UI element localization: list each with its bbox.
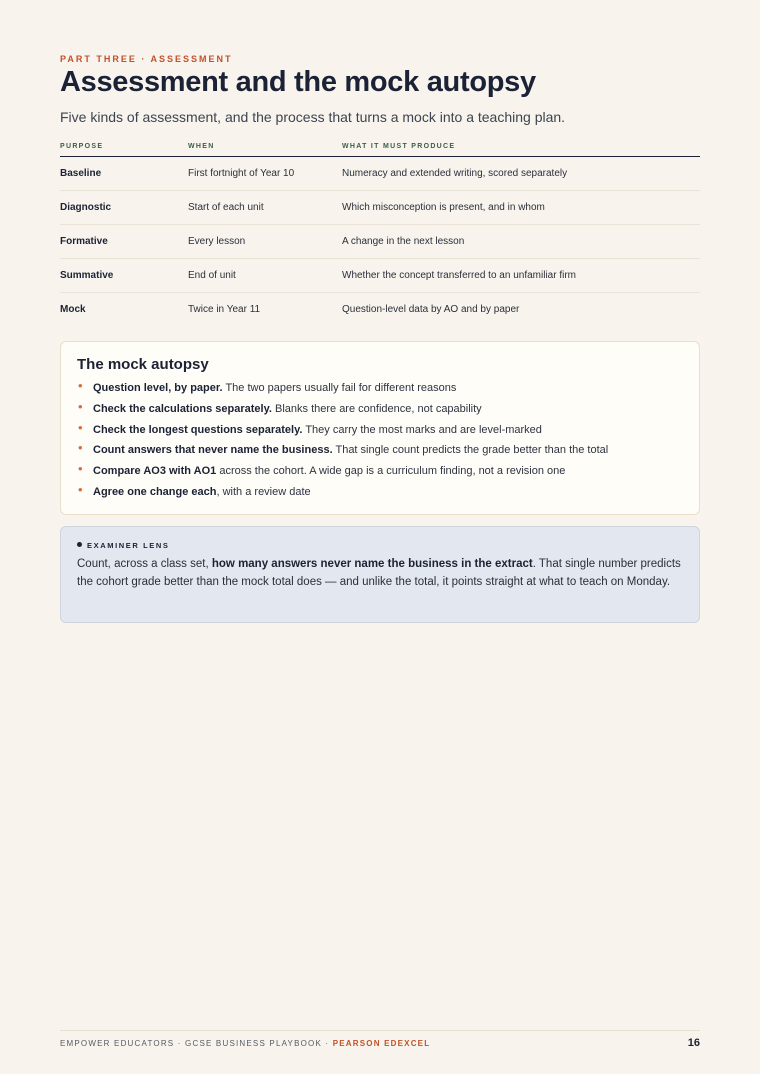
table-row <box>60 157 700 191</box>
bullet-icon: • <box>78 419 83 435</box>
cell-when: Twice in Year 11 <box>188 304 261 315</box>
cell-purpose: Formative <box>60 225 188 259</box>
cell-produce: A change in the next lesson <box>342 225 700 259</box>
cell-produce: Numeracy and extended writing, scored separately <box>342 157 700 191</box>
cell-purpose: Mock <box>60 304 86 315</box>
footer-series: EMPOWER EDUCATORS · GCSE BUSINESS PLAYBOOK · <box>60 1039 333 1048</box>
callout-text: Count, across a class set, <box>77 558 212 570</box>
callout-text: . That single number predicts the cohort grade better than the mock total does — and unlike the total, it points straight at what to teach on Monday. <box>77 558 681 588</box>
item-emphasis: Agree one change each <box>93 485 217 498</box>
cell-produce: Which misconception is present, and in whom <box>342 191 700 225</box>
callout-tag <box>77 541 169 550</box>
list-item <box>77 463 608 484</box>
list-item <box>77 380 608 401</box>
item-emphasis: Question level, by paper. <box>93 382 223 394</box>
cell-produce: Whether the concept transferred to an unfamiliar firm <box>342 259 700 293</box>
cell-purpose: Summative <box>60 259 188 293</box>
card-title: The mock autopsy <box>77 356 209 373</box>
cell-purpose: Diagnostic <box>60 191 188 225</box>
cell-when: Start of each unit <box>188 191 342 225</box>
item-emphasis: Compare AO3 with AO1 <box>93 465 217 478</box>
page-subtitle: Five kinds of assessment, and the process that turns a mock into a teaching plan. <box>60 109 566 125</box>
table-row <box>60 225 700 259</box>
item-text: The two papers usually fail for different reasons <box>222 382 457 394</box>
bullet-icon: • <box>78 481 83 497</box>
cell-when: Every lesson <box>188 225 342 259</box>
list-item <box>77 442 608 463</box>
footer-brand: PEARSON EDEXCEL <box>332 1039 431 1048</box>
item-emphasis: Count answers that never name the business. <box>93 444 333 457</box>
page-title: Assessment and the mock autopsy <box>60 66 536 98</box>
autopsy-list <box>77 380 608 505</box>
cell-produce: Question-level data by AO and by paper <box>342 304 520 315</box>
cell-when: End of unit <box>188 259 342 293</box>
mock-autopsy-card <box>60 341 700 515</box>
cell-when: First fortnight of Year 10 <box>188 157 342 191</box>
item-text: That single count predicts the grade better than the total <box>332 444 609 457</box>
bullet-icon: • <box>78 440 83 456</box>
item-text: , with a review date <box>216 485 311 498</box>
column-header-produce: WHAT IT MUST PRODUCE <box>342 138 700 157</box>
bullet-icon: • <box>78 378 83 393</box>
section-eyebrow: PART THREE · ASSESSMENT <box>60 54 233 64</box>
callout-body <box>77 555 689 591</box>
table-row <box>60 191 700 225</box>
examiner-lens-callout <box>60 526 700 623</box>
item-text: across the cohort. A wide gap is a curriculum finding, not a revision one <box>216 465 566 478</box>
page-number: 16 <box>687 1037 700 1049</box>
list-item <box>77 398 608 422</box>
list-item <box>77 419 608 443</box>
item-emphasis: Check the longest questions separately. <box>93 423 303 436</box>
item-text: They carry the most marks and are level-marked <box>302 423 542 436</box>
assessment-table <box>60 138 700 326</box>
bullet-icon: • <box>78 461 83 477</box>
item-emphasis: Check the calculations separately. <box>93 402 272 415</box>
cell-purpose: Baseline <box>60 157 188 191</box>
footer-divider <box>60 1030 700 1031</box>
bullet-icon: • <box>78 398 83 414</box>
footer-running-title <box>60 1039 430 1048</box>
table-header-row <box>60 138 700 157</box>
callout-emphasis: how many answers never name the business in the extract <box>211 558 533 570</box>
list-item <box>77 481 608 505</box>
column-header-purpose: PURPOSE <box>60 138 188 157</box>
callout-tag-label: EXAMINER LENS <box>87 541 170 550</box>
table-row <box>60 293 700 327</box>
dot-icon <box>77 542 82 547</box>
column-header-when: WHEN <box>188 138 342 157</box>
item-text: Blanks there are confidence, not capability <box>271 402 482 415</box>
table-row <box>60 259 700 293</box>
